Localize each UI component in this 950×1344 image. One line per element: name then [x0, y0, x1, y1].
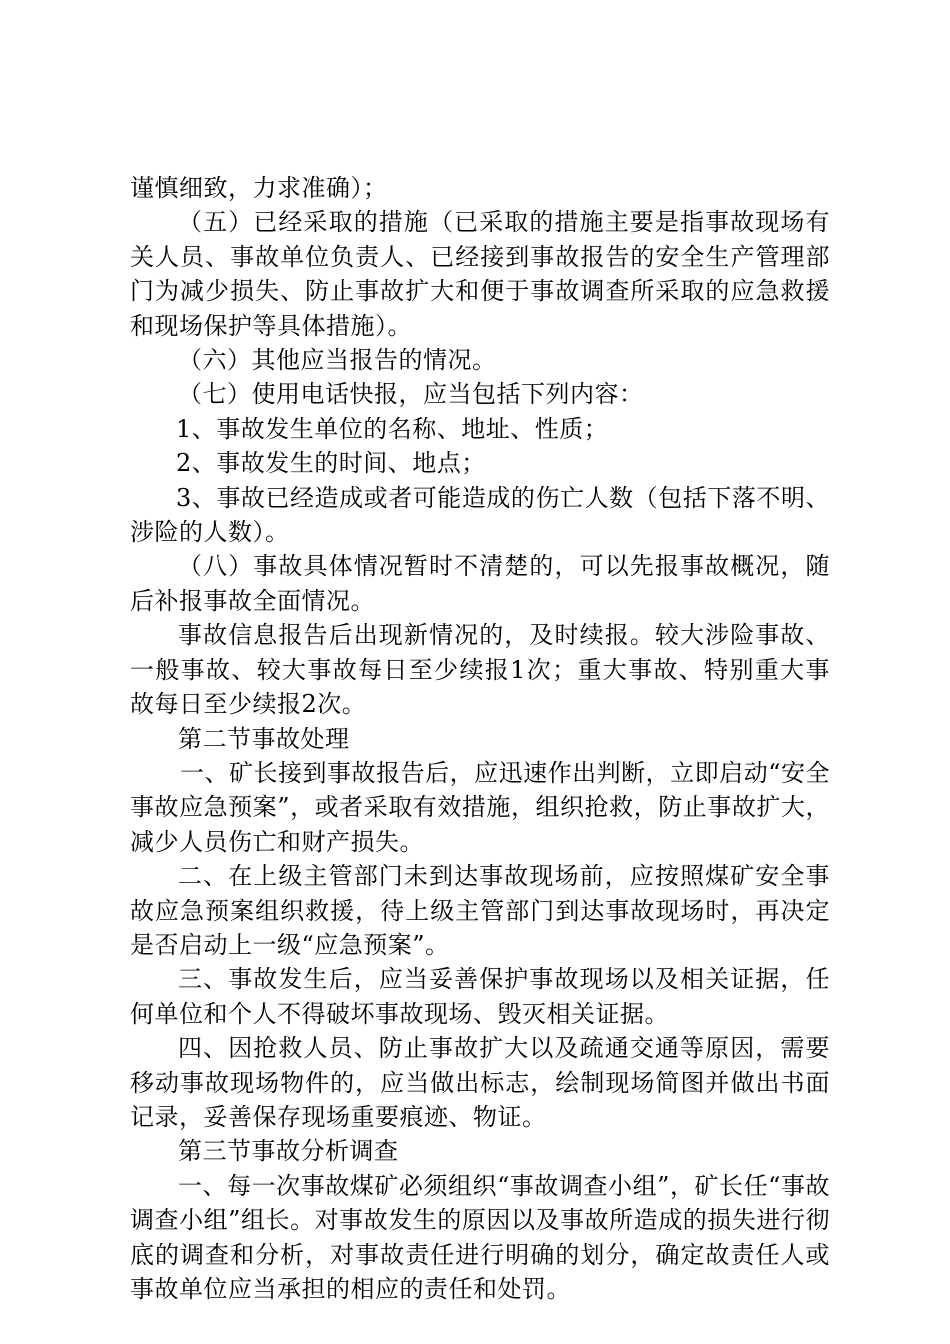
paragraph-continuation: 谨慎细致，力求准确）；	[130, 174, 388, 202]
document-body	[130, 171, 830, 1306]
paragraph-item-8: （八）事故具体情况暂时不清楚的，可以先报事故概况，随后补报事故全面情况。	[130, 552, 830, 615]
paragraph-investigation-1: 一、每一次事故煤矿必须组织“事故调查小组”，矿长任“事故调查小组”组长。对事故发生的原因以及事故所造成的损失进行彻底的调查和分析，对事故责任进行明确的划分，确定故责任人或事故单位应当承担的相应的责任和处罚。	[130, 1171, 830, 1303]
list-item-1: 1、事故发生单位的名称、地址、性质；	[176, 414, 609, 443]
paragraph-item-6: （六）其他应当报告的情况。	[178, 346, 497, 375]
paragraph-item-5: （五）已经采取的措施（已采取的措施主要是指事故现场有关人员、事故单位负责人、已经接到事故报告的安全生产管理部门为减少损失、防止事故扩大和便于事故调查所采取的应急救援和现场保护等具体措施）。	[130, 208, 830, 340]
paragraph-handling-3: 三、事故发生后，应当妥善保护事故现场以及相关证据，任何单位和个人不得破坏事故现场、毁灭相关证据。	[130, 965, 830, 1028]
section-heading-3: 第三节事故分析调查	[178, 1137, 399, 1166]
list-item-2: 2、事故发生的时间、地点；	[176, 449, 486, 478]
paragraph-follow-up-report: 事故信息报告后出现新情况的，及时续报。较大涉险事故、一般事故、较大事故每日至少续报1次；重大事故、特别重大事故每日至少续报2次。	[130, 621, 830, 719]
section-heading-2: 第二节事故处理	[178, 724, 350, 753]
paragraph-handling-4: 四、因抢救人员、防止事故扩大以及疏通交通等原因，需要移动事故现场物件的，应当做出标志，绘制现场简图并做出书面记录，妥善保存现场重要痕迹、物证。	[130, 1034, 830, 1131]
paragraph-item-7: （七）使用电话快报，应当包括下列内容：	[178, 380, 644, 409]
paragraph-handling-2: 二、在上级主管部门未到达事故现场前，应按照煤矿安全事故应急预案组织救援，待上级主管部门到达事故现场时，再决定是否启动上一级“应急预案”。	[130, 862, 830, 959]
paragraph-handling-1: 一、矿长接到事故报告后，应迅速作出判断，立即启动“安全事故应急预案”，或者采取有效措施，组织抢救，防止事故扩大，减少人员伤亡和财产损失。	[130, 758, 830, 856]
list-item-3: 3、事故已经造成或者可能造成的伤亡人数（包括下落不明、涉险的人数）。	[130, 483, 830, 547]
